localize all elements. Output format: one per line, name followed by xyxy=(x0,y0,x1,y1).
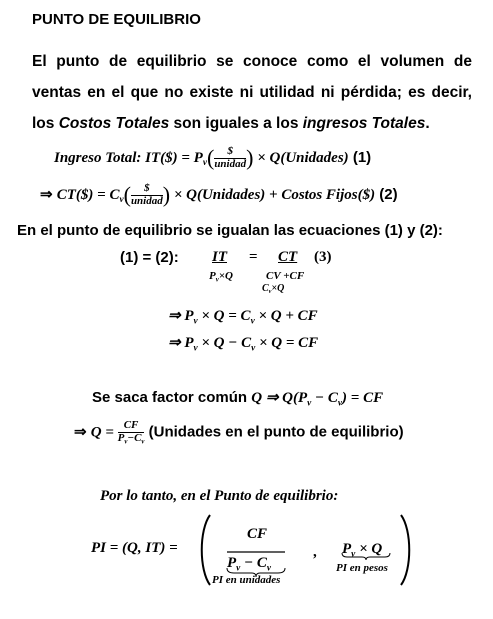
under-it-b: ×Q xyxy=(218,270,233,282)
under-it xyxy=(209,270,233,283)
por-lo-tanto: Por lo tanto, en el Punto de equilibrio: xyxy=(100,488,339,504)
eq1-number: (1) xyxy=(348,148,372,166)
intro-text-2: son iguales a los xyxy=(169,115,303,132)
equation-2: ⇒ CT($) = $C_v$( $\frac{\$}{\text{unidad}}$ ) × Q(Unidades) + Costos Fijos($) (2) xyxy=(40,181,398,207)
pi-minus-cv: − C xyxy=(240,555,267,571)
pi-cf: CF xyxy=(247,526,268,542)
under-it-a: P xyxy=(209,270,216,282)
pi-label-units: PI en unidades xyxy=(212,574,281,586)
intro-text-1: El punto de equilibrio se conoce como el volumen de ventas en el que no existe ni utilidad ni pérdida; es decir, los xyxy=(32,53,472,132)
eq2-number: (2) xyxy=(375,185,398,203)
pi-pvq-sub: v xyxy=(351,549,356,560)
under-ct2-b: ×Q xyxy=(271,283,285,294)
right-paren xyxy=(401,515,409,585)
eq2-frac-num: $ xyxy=(144,181,150,194)
pi-pvq-b: × Q xyxy=(355,541,383,557)
eq1-fraction xyxy=(214,146,246,170)
solve-den-sub1: v xyxy=(124,437,128,445)
under-ct2 xyxy=(262,283,284,295)
eq2-formula-a: CT($) = C xyxy=(56,186,120,203)
step2-b: × Q − C xyxy=(197,335,252,351)
step2-sub2: v xyxy=(251,343,256,354)
under-it-sub: v xyxy=(215,276,219,284)
pi-pv: P xyxy=(227,555,237,571)
under-ct2-sub: v xyxy=(268,288,272,296)
step1-sub1: v xyxy=(193,316,198,327)
intro-paragraph xyxy=(32,46,472,139)
solve-den-sub2: v xyxy=(141,437,145,445)
factor-sub1: v xyxy=(307,398,312,409)
factor-math-c: ) = CF xyxy=(342,390,384,406)
equate-line: En el punto de equilibrio se igualan las ecuaciones (1) y (2): xyxy=(17,222,443,239)
solve-q: Q = xyxy=(90,424,118,441)
pi-lhs: PI = (Q, IT) = xyxy=(91,540,178,556)
eq1-sub: v xyxy=(202,158,207,169)
step-number: (3) xyxy=(314,249,332,265)
pi-pv-sub: v xyxy=(236,563,241,574)
intro-text-3: . xyxy=(425,115,430,132)
step1-b: × Q = C xyxy=(197,308,251,324)
solve-num: CF xyxy=(123,419,139,431)
solve-den-b: −C xyxy=(127,431,142,444)
intro-italic-ingresos: ingresos Totales xyxy=(302,115,426,132)
solve-fraction xyxy=(118,420,145,445)
solve-den xyxy=(118,432,145,446)
left-paren xyxy=(202,515,210,585)
solve-line xyxy=(74,420,404,445)
eq2-frac-den: unidad xyxy=(130,194,163,207)
factor-line xyxy=(92,388,383,408)
pi-denominator xyxy=(227,555,271,573)
pi-cv-sub: v xyxy=(266,563,272,574)
step-label: (1) = (2): xyxy=(120,249,179,266)
factor-text: Se saca factor común xyxy=(92,389,252,406)
step1-c: × Q + CF xyxy=(254,308,318,324)
solve-den-a: P xyxy=(117,431,125,444)
factor-math-a: Q ⇒ Q(P xyxy=(251,390,308,406)
pi-label-pesos: PI en pesos xyxy=(336,562,388,574)
step-it: IT xyxy=(212,249,227,265)
step-2 xyxy=(168,333,318,353)
eq2-fraction xyxy=(131,183,163,207)
eq1-frac-num: $ xyxy=(227,144,233,157)
factor-math-b: − C xyxy=(311,390,338,406)
pi-pvq-a: P xyxy=(342,541,352,557)
step2-sub1: v xyxy=(193,343,198,354)
eq1-lhs: Ingreso Total xyxy=(54,149,137,166)
step1-a: ⇒ P xyxy=(168,308,194,324)
step-ct: CT xyxy=(278,249,298,265)
step-equals: = xyxy=(249,249,258,265)
step-1 xyxy=(168,306,318,326)
equation-1: Ingreso Total: IT($) = $P_v$( $\frac{\$}{\text{unidad}}$ ) × Q(Unidades) (1) xyxy=(54,144,372,170)
pi-comma: , xyxy=(313,544,317,560)
solve-text: (Unidades en el punto de equilibrio) xyxy=(144,423,404,441)
pi-pvq xyxy=(342,541,382,559)
step2-c: × Q = CF xyxy=(255,335,319,351)
eq2-sub: v xyxy=(119,195,124,206)
eq1-formula-b: × Q(Unidades) xyxy=(253,149,349,166)
under-ct: CV +CF xyxy=(266,270,305,282)
step1-sub2: v xyxy=(250,316,255,327)
solve-arrow: ⇒ xyxy=(74,423,91,441)
eq2-arrow: ⇒ xyxy=(40,185,57,203)
eq1-formula-a: : IT($) = P xyxy=(136,149,203,166)
page-title: PUNTO DE EQUILIBRIO xyxy=(32,11,201,28)
under-ct2-a: C xyxy=(262,283,269,294)
eq1-frac-den: unidad xyxy=(214,157,247,170)
eq2-formula-b: × Q(Unidades) + Costos Fijos($) xyxy=(170,186,376,203)
step2-a: ⇒ P xyxy=(168,335,194,351)
factor-sub2: v xyxy=(337,398,343,409)
intro-italic-costos: Costos Totales xyxy=(58,115,170,132)
